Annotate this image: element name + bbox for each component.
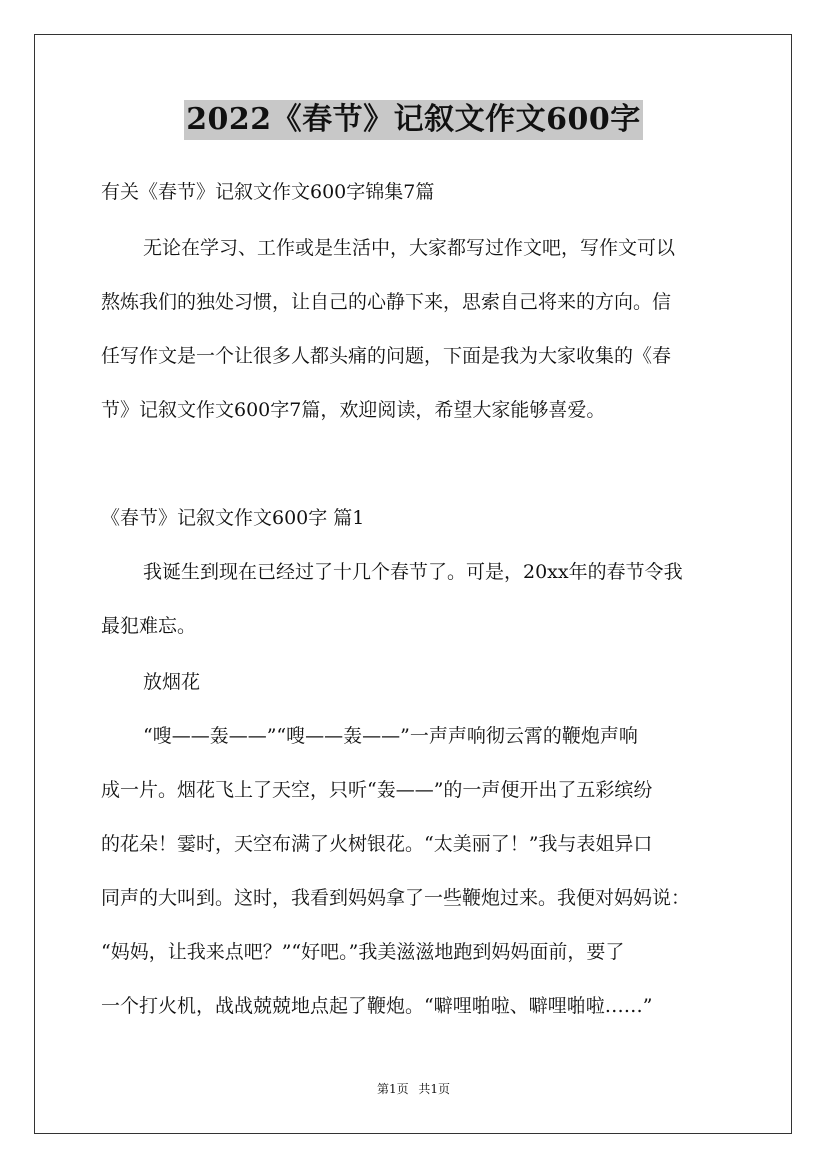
page-footer bbox=[0, 1080, 827, 1097]
paragraph-line: 的花朵！霎时，天空布满了火树银花。“太美丽了！”我与表姐异口 bbox=[101, 833, 653, 855]
sub-heading: 放烟花 bbox=[143, 671, 201, 693]
title-container bbox=[0, 100, 827, 140]
page-number: 第1页 bbox=[376, 1082, 409, 1096]
intro-line: 节》记叙文作文600字7篇，欢迎阅读，希望大家能够喜爱。 bbox=[101, 399, 606, 421]
paragraph-line: 最犯难忘。 bbox=[101, 615, 197, 637]
paragraph-line: “嗖——轰——”“嗖——轰——”一声声响彻云霄的鞭炮声响 bbox=[143, 725, 638, 747]
subtitle: 有关《春节》记叙文作文600字锦集7篇 bbox=[101, 181, 435, 203]
page-total: 共1页 bbox=[418, 1082, 451, 1096]
paragraph-line: 同声的大叫到。这时，我看到妈妈拿了一些鞭炮过来。我便对妈妈说： bbox=[101, 887, 691, 909]
paragraph-line: 我诞生到现在已经过了十几个春节了。可是，20xx年的春节令我 bbox=[143, 561, 683, 583]
paragraph-line: 成一片。烟花飞上了天空，只听“轰——”的一声便开出了五彩缤纷 bbox=[101, 779, 653, 801]
intro-line: 无论在学习、工作或是生活中，大家都写过作文吧，写作文可以 bbox=[143, 237, 676, 259]
intro-line: 熬炼我们的独处习惯，让自己的心静下来，思索自己将来的方向。信 bbox=[101, 291, 672, 313]
section-heading: 《春节》记叙文作文600字 篇1 bbox=[101, 507, 365, 529]
paragraph-line: “妈妈，让我来点吧？”“好吧。”我美滋滋地跑到妈妈面前，要了 bbox=[101, 941, 625, 963]
intro-line: 任写作文是一个让很多人都头痛的问题，下面是我为大家收集的《春 bbox=[101, 345, 672, 367]
document-title: 2022《春节》记叙文作文600字 bbox=[184, 100, 643, 140]
paragraph-line: 一个打火机，战战兢兢地点起了鞭炮。“噼哩啪啦、噼哩啪啦……” bbox=[101, 995, 653, 1017]
